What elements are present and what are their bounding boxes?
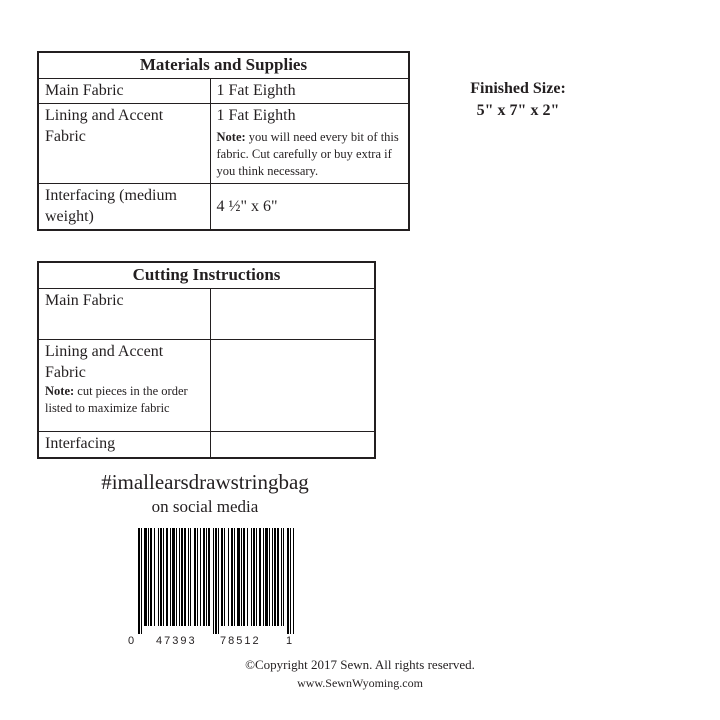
cutting-table bbox=[37, 261, 376, 459]
note-text: cut pieces in the order listed to maximize fabric bbox=[45, 384, 188, 415]
barcode-bar bbox=[166, 528, 168, 626]
finished-size-label: Finished Size: bbox=[470, 80, 566, 97]
material-note bbox=[217, 129, 403, 180]
barcode-digit: 78512 bbox=[220, 635, 261, 647]
barcode-bar bbox=[277, 528, 279, 626]
copyright: ©Copyright 2017 Sewn. All rights reserved. bbox=[245, 657, 475, 672]
barcode-bar bbox=[251, 528, 252, 626]
barcode-bar bbox=[179, 528, 180, 626]
cutting-instructions bbox=[210, 432, 375, 458]
cutting-instructions bbox=[210, 340, 375, 432]
barcode-bar bbox=[148, 528, 149, 626]
barcode-bar bbox=[293, 528, 294, 634]
barcode-bar bbox=[237, 528, 240, 626]
barcode-bar bbox=[283, 528, 284, 626]
material-amount: 1 Fat Eighth bbox=[210, 79, 409, 104]
website-link[interactable]: www.SewnWyoming.com bbox=[297, 676, 423, 690]
table-row bbox=[38, 340, 375, 432]
barcode-bar bbox=[150, 528, 152, 626]
barcode-bar bbox=[228, 528, 229, 626]
barcode-bar bbox=[184, 528, 186, 626]
barcode-bar bbox=[163, 528, 164, 626]
barcode-bar bbox=[224, 528, 225, 626]
barcode-bar bbox=[194, 528, 196, 626]
barcode-bar bbox=[154, 528, 155, 626]
material-amount: 1 Fat Eighth bbox=[216, 107, 296, 124]
barcode-digit: 47393 bbox=[156, 635, 197, 647]
barcode-bar bbox=[281, 528, 282, 626]
table-row bbox=[38, 104, 409, 184]
barcode-bar bbox=[188, 528, 189, 626]
finished-size bbox=[448, 78, 588, 122]
barcode-bar bbox=[203, 528, 205, 626]
cutting-title: Cutting Instructions bbox=[38, 262, 375, 289]
barcode-bar bbox=[274, 528, 276, 626]
barcode-bar bbox=[256, 528, 257, 626]
barcode-bar bbox=[218, 528, 219, 634]
finished-size-value: 5" x 7" x 2" bbox=[476, 102, 560, 119]
barcode-bar bbox=[213, 528, 214, 634]
barcode-bar bbox=[160, 528, 162, 626]
cutting-item: Main Fabric bbox=[38, 289, 210, 340]
cutting-note bbox=[45, 383, 204, 417]
table-row bbox=[38, 432, 375, 458]
barcode-bar bbox=[234, 528, 235, 626]
cutting-instructions bbox=[210, 289, 375, 340]
barcode-bar bbox=[259, 528, 261, 626]
barcode-bar bbox=[170, 528, 171, 626]
barcode-digit: 0 bbox=[128, 635, 135, 647]
barcode-bar bbox=[181, 528, 183, 626]
barcode-bar bbox=[138, 528, 140, 634]
barcode-bar bbox=[141, 528, 142, 634]
barcode bbox=[126, 528, 306, 648]
barcode-bar bbox=[265, 528, 268, 626]
barcode-bar bbox=[287, 528, 289, 634]
table-row bbox=[38, 184, 409, 231]
barcode-bar bbox=[253, 528, 255, 626]
materials-title: Materials and Supplies bbox=[38, 52, 409, 79]
barcode-bar bbox=[144, 528, 147, 626]
material-item: Lining and Accent Fabric bbox=[38, 104, 210, 184]
barcode-bar bbox=[206, 528, 207, 626]
barcode-bar bbox=[158, 528, 159, 626]
barcode-bar bbox=[243, 528, 245, 626]
material-amount: 4 ½" x 6" bbox=[210, 184, 409, 231]
barcode-bar bbox=[231, 528, 233, 626]
barcode-digit: 1 bbox=[286, 635, 293, 647]
cutting-item: Lining and Accent Fabric bbox=[45, 343, 164, 381]
barcode-bar bbox=[176, 528, 177, 626]
barcode-bar bbox=[200, 528, 201, 626]
materials-table bbox=[37, 51, 410, 231]
barcode-bar bbox=[290, 528, 291, 634]
barcode-bar bbox=[221, 528, 223, 626]
barcode-bar bbox=[172, 528, 175, 626]
material-item: Main Fabric bbox=[38, 79, 210, 104]
barcode-bar bbox=[272, 528, 273, 626]
table-row bbox=[38, 79, 409, 104]
table-row bbox=[38, 289, 375, 340]
note-label: Note: bbox=[45, 384, 75, 398]
barcode-bar bbox=[269, 528, 270, 626]
barcode-bar bbox=[197, 528, 198, 626]
social-media-caption: on social media bbox=[151, 497, 259, 516]
cutting-item: Interfacing bbox=[38, 432, 210, 458]
note-text: you will need every bit of this fabric. Cut carefully or buy extra if you think necessary. bbox=[216, 130, 399, 178]
material-item: Interfacing (medium weight) bbox=[38, 184, 210, 231]
barcode-bar bbox=[190, 528, 191, 626]
barcode-bar bbox=[208, 528, 210, 626]
barcode-bar bbox=[263, 528, 264, 626]
barcode-bar bbox=[241, 528, 242, 626]
barcode-bar bbox=[215, 528, 217, 634]
hashtag: #imallearsdrawstringbag bbox=[101, 470, 309, 494]
barcode-bar bbox=[247, 528, 248, 626]
note-label: Note: bbox=[216, 130, 246, 144]
